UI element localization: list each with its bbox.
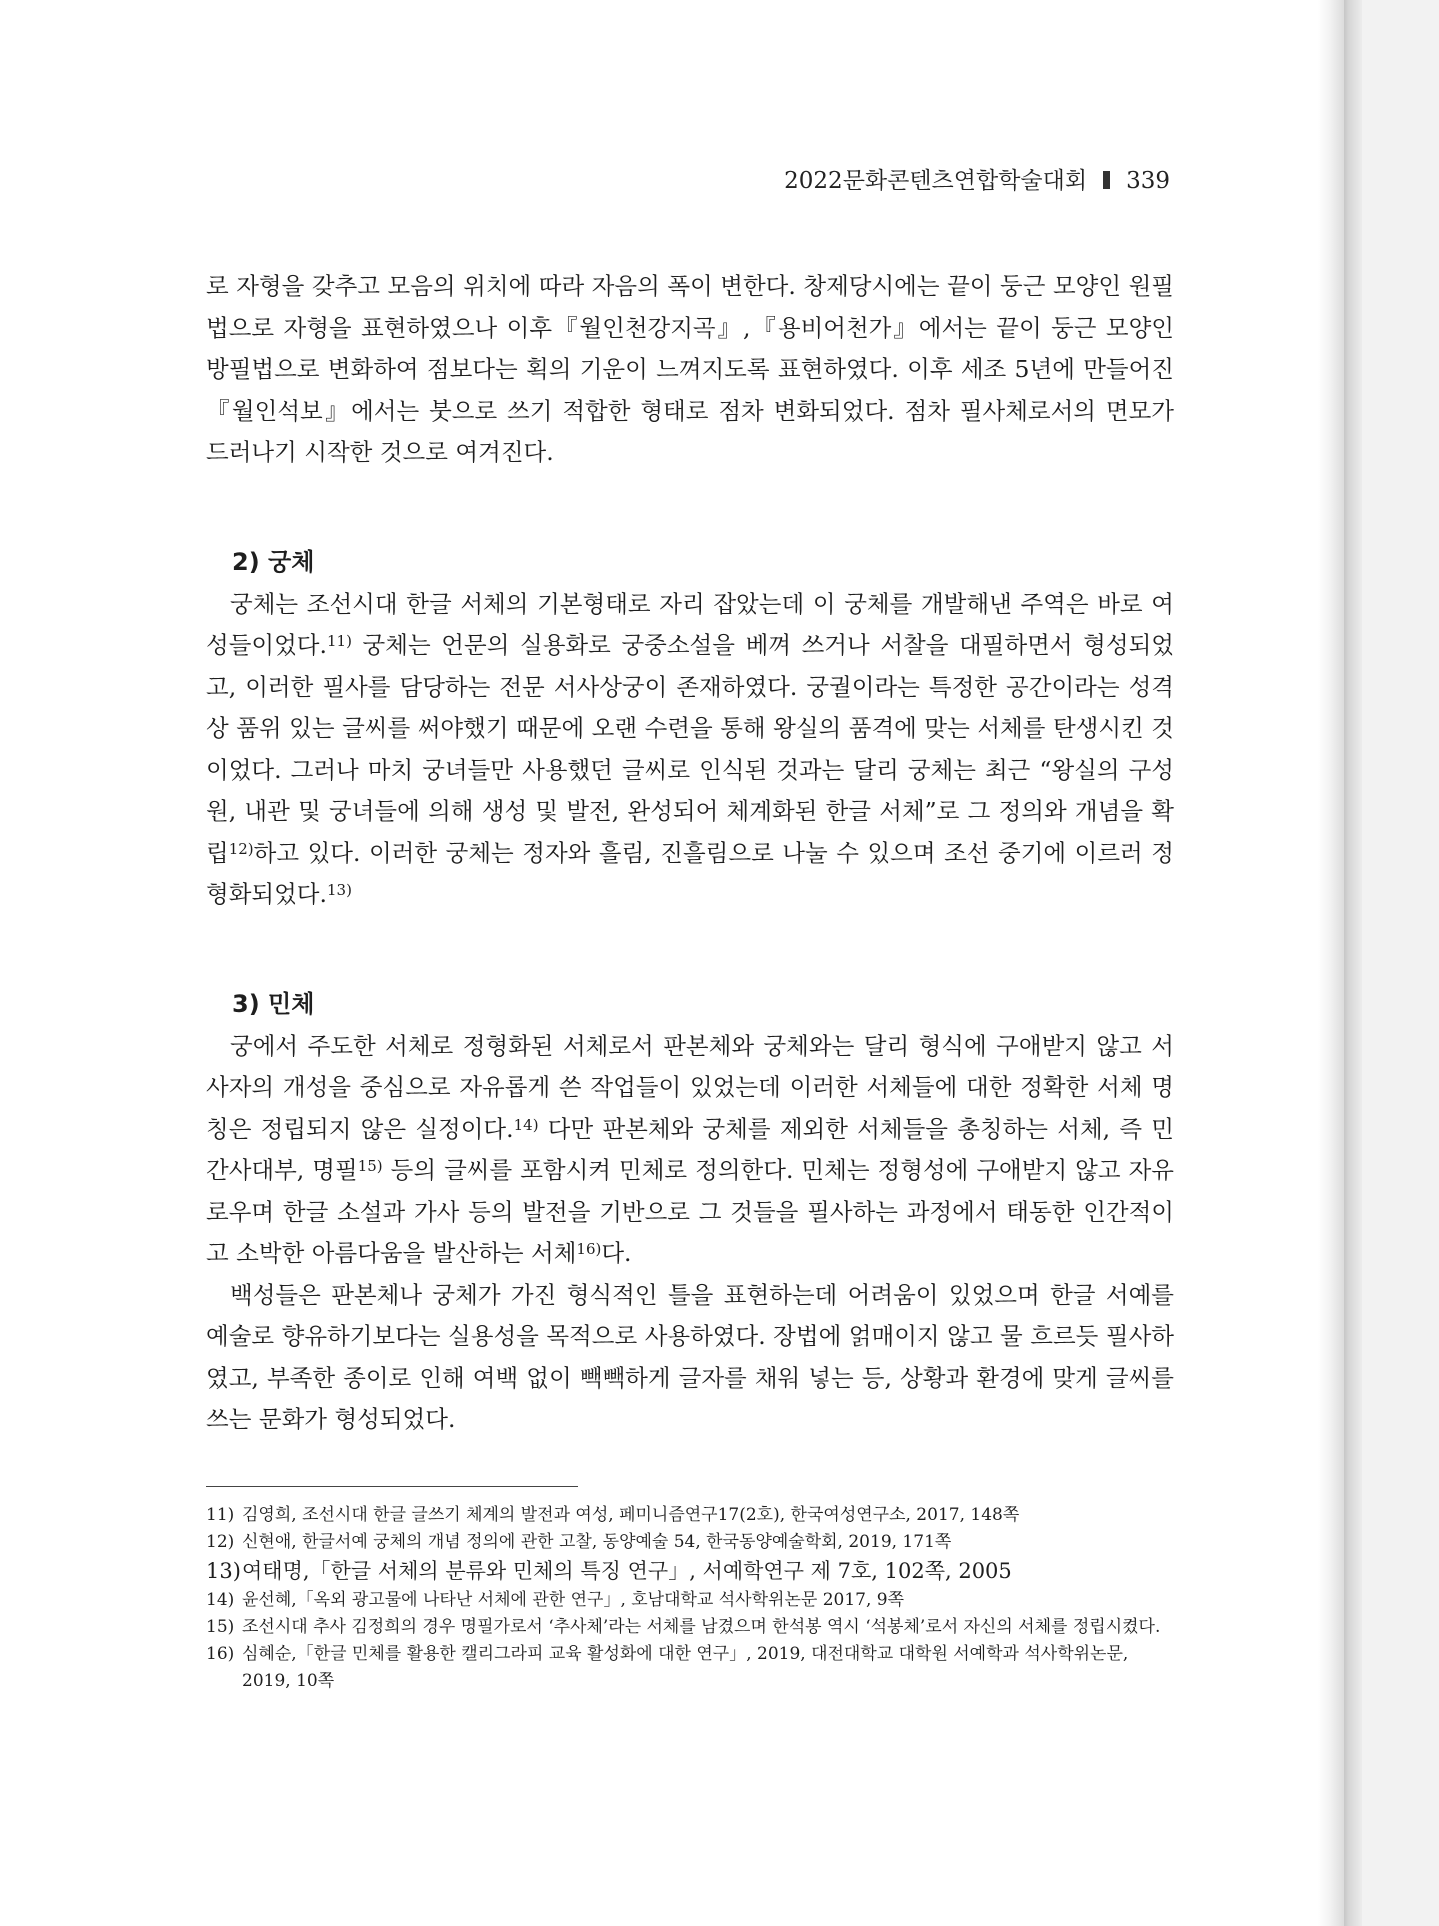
footnote-text: 신현애, 한글서예 궁체의 개념 정의에 관한 고찰, 동양예술 54, 한국동양예술학회, 2019, 171쪽: [242, 1532, 952, 1552]
footnote-16: [206, 1641, 1174, 1695]
minche-paragraph-2: 백성들은 판본체나 궁체가 가진 형식적인 틀을 표현하는데 어려움이 있었으며 한글 서예를 예술로 향유하기보다는 실용성을 목적으로 사용하였다. 장법에 얽매이지 않고 물 흐르듯 필사하였고, 부족한 종이로 인해 여백 없이 빽빽하게 글자를 채워 넣는 등, 상황과 환경에 맞게 글씨를 쓰는 문화가 형성되었다.: [206, 1280, 1174, 1433]
footnote-ref-11[interactable]: 11): [326, 632, 352, 650]
body-text: [206, 266, 1174, 1441]
footnote-11: [206, 1502, 1174, 1529]
footnote-text: 여태명,「한글 서체의 분류와 민체의 특징 연구」, 서예학연구 제 7호, 102쪽, 2005: [242, 1559, 1012, 1583]
footnote-number: 12): [206, 1532, 235, 1552]
page-number: 339: [1126, 168, 1170, 194]
header-separator-bar: [1103, 171, 1110, 189]
footnote-number: 15): [206, 1617, 235, 1637]
minche-paragraph-1: [206, 1026, 1174, 1275]
footnote-number: 11): [206, 1505, 235, 1525]
gungche-text-3: 하고 있다. 이러한 궁체는 정자와 흘림, 진흘림으로 나눌 수 있으며 조선 중기에 이르러 정형화되었다.: [206, 838, 1174, 908]
gungche-text-2: 궁체는 언문의 실용화로 궁중소설을 베껴 쓰거나 서찰을 대필하면서 형성되었고, 이러한 필사를 담당하는 전문 서사상궁이 존재하였다. 궁궐이라는 특정한 공간이라는 성격상 품위 있는 글씨를 써야했기 때문에 오랜 수련을 통해 왕실의 품격에 맞는 서체를 탄생시킨 것이었다. 그러나 마치 궁녀들만 사용했던 글씨로 인식된 것과는 달리 궁체는 최근 “왕실의 구성원, 내관 및 궁녀들에 의해 생성 및 발전, 완성되어 체계화된 한글 서체”로 그 정의와 개념을 확립: [206, 631, 1174, 867]
footnote-ref-16[interactable]: 16): [576, 1240, 602, 1258]
footnote-ref-15[interactable]: 15): [357, 1157, 383, 1175]
footnote-text: 김영희, 조선시대 한글 글쓰기 체계의 발전과 여성, 페미니즘연구17(2호), 한국여성연구소, 2017, 148쪽: [242, 1505, 1020, 1525]
intro-paragraph: 로 자형을 갖추고 모음의 위치에 따라 자음의 폭이 변한다. 창제당시에는 끝이 둥근 모양인 원필법으로 자형을 표현하였으나 이후『월인천강지곡』,『용비어천가』에서는 끝이 둥근 모양인 방필법으로 변화하여 점보다는 획의 기운이 느껴지도록 표현하였다. 이후 세조 5년에 만들어진『월인석보』에서는 붓으로 쓰기 적합한 형태로 점차 변화되었다. 점차 필사체로서의 면모가 드러나기 시작한 것으로 여겨진다.: [206, 272, 1174, 466]
gungche-paragraph: [206, 584, 1174, 916]
running-header-title: 2022문화콘텐츠연합학술대회: [784, 168, 1088, 194]
minche-text-1: 궁에서 주도한 서체로 정형화된 서체로서 판본체와 궁체와는 달리 형식에 구애받지 않고 서사자의 개성을 중심으로 자유롭게 쓴 작업들이 있었는데 이러한 서체들에 대한 정확한 서체 명칭은 정립되지 않은 실정이다.: [206, 1031, 1174, 1143]
minche-text-4: 다.: [601, 1239, 632, 1267]
footnote-number: 14): [206, 1590, 235, 1610]
footnote-text: 윤선혜,「옥외 광고물에 나타난 서체에 관한 연구」, 호남대학교 석사학위논문 2017, 9쪽: [242, 1590, 905, 1610]
gungche-text-1: 궁체는 조선시대 한글 서체의 기본형태로 자리 잡았는데 이 궁체를 개발해낸 주역은 바로 여성들이었다.: [206, 589, 1174, 659]
minche-text-3: 등의 글씨를 포함시켜 민체로 정의한다. 민체는 정형성에 구애받지 않고 자유로우며 한글 소설과 가사 등의 발전을 기반으로 그 것들을 필사하는 과정에서 태동한 인간적이고 소박한 아름다움을 발산하는 서체: [206, 1156, 1174, 1267]
footnote-15: [206, 1614, 1174, 1641]
page-fold-shading: [1318, 0, 1344, 1926]
footnote-ref-13[interactable]: 13): [326, 881, 352, 899]
footnote-number: 13): [206, 1559, 241, 1583]
section-heading-minche: 3) 민체: [232, 989, 315, 1018]
section-heading-gungche: 2) 궁체: [232, 547, 315, 576]
footnote-13: [206, 1556, 1174, 1587]
footnote-text: 조선시대 추사 김정희의 경우 명필가로서 ‘추사체’라는 서체를 남겼으며 한석봉 역시 ‘석봉체’로서 자신의 서체를 정립시켰다.: [242, 1617, 1161, 1637]
footnote-14: [206, 1587, 1174, 1614]
footnote-ref-12[interactable]: 12): [228, 839, 254, 858]
footnote-text: 심혜순,「한글 민체를 활용한 캘리그라피 교육 활성화에 대한 연구」, 2019, 대전대학교 대학원 서예학과 석사학위논문, 2019, 10쪽: [242, 1644, 1129, 1691]
footnote-ref-14[interactable]: 14): [513, 1115, 539, 1134]
footnotes: [206, 1502, 1174, 1695]
running-header: [740, 162, 1170, 195]
footnote-divider: [206, 1486, 578, 1487]
footnote-12: [206, 1529, 1174, 1556]
minche-text-2: 다만 판본체와 궁체를 제외한 서체들을 총칭하는 서체, 즉 민간사대부, 명필: [206, 1114, 1174, 1184]
footnote-number: 16): [206, 1644, 235, 1664]
